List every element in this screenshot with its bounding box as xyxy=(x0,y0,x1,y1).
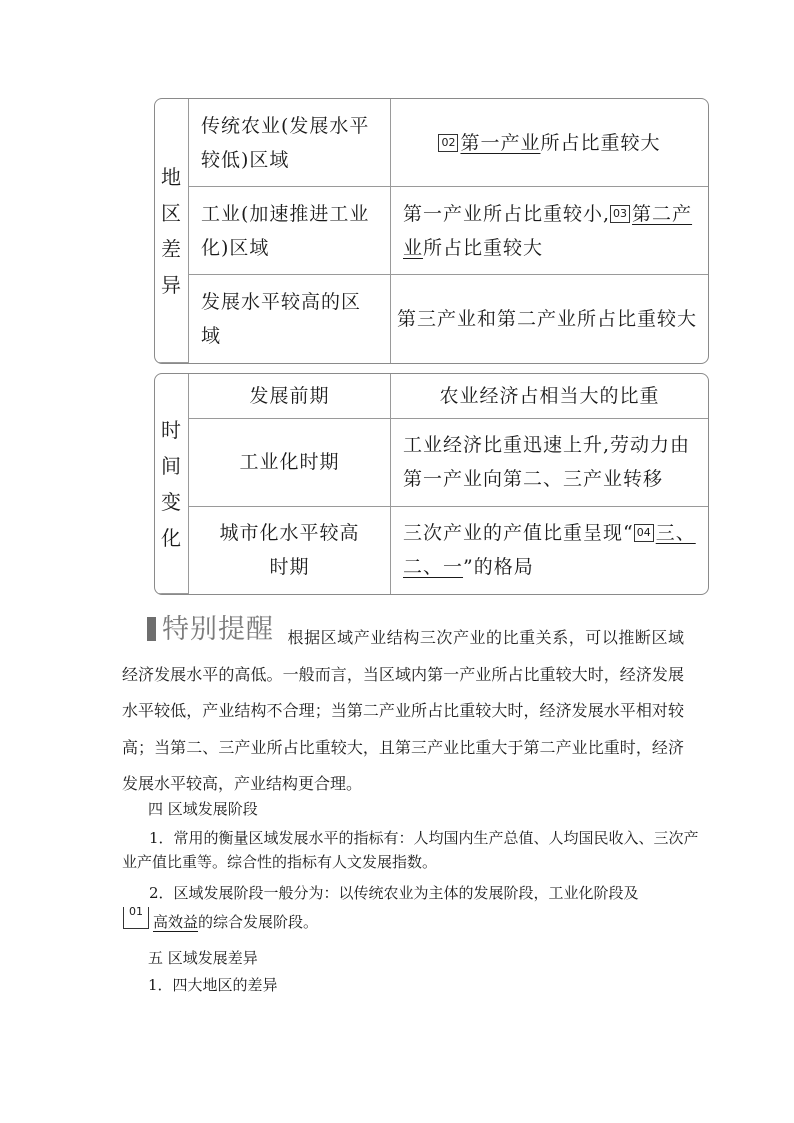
side-label: 地 区 差 异 xyxy=(155,99,189,363)
time-change-table xyxy=(154,373,709,595)
notice-text: 根据区域产业结构三次产业的比重关系，可以推断区域经济发展水平的高低。一般而言，当区域内第一产业所占比重较大时，经济发展水平较低，产业结构不合理；当第二产业所占比重较大时，经济发展水平相对较高；当第二、三产业所占比重较大，且第三产业比重大于第二产业比重时，经济发展水平较高，产业结构更合理。 xyxy=(122,628,684,793)
paragraph: 高效益的综合发展阶段。 xyxy=(153,913,319,931)
stage: 工业化时期 xyxy=(189,418,391,506)
table-row xyxy=(155,275,708,363)
region-feature: 第三产业和第二产业所占比重较大 xyxy=(391,275,709,363)
paragraph: 2．区域发展阶段一般分为：以传统农业为主体的发展阶段，工业化阶段及 xyxy=(149,884,639,902)
section-heading: 四 区域发展阶段 xyxy=(148,800,258,818)
stage-feature: 工业经济比重迅速上升,劳动力由第一产业向第二、三产业转移 xyxy=(391,418,709,506)
stage-feature: 三次产业的产值比重呈现“ 04 三、二、一”的格局 xyxy=(391,506,709,593)
table-row xyxy=(155,374,708,418)
stage: 发展前期 xyxy=(189,374,391,418)
region-type: 发展水平较高的区域 xyxy=(189,275,391,363)
answer-marker: 01 xyxy=(123,907,149,929)
region-difference-table xyxy=(154,98,709,364)
paragraph: 1．常用的衡量区域发展水平的指标有：人均国内生产总值、人均国民收入、三次产业产值比重等。综合性的指标有人文发展指数。 xyxy=(122,829,699,871)
answer-marker: 03 xyxy=(610,205,630,223)
table-row xyxy=(155,506,708,593)
stage-feature: 农业经济占相当大的比重 xyxy=(391,374,709,418)
table-row xyxy=(155,187,708,275)
answer-marker: 02 xyxy=(438,134,458,152)
section-heading: 五 区域发展差异 xyxy=(148,949,258,967)
paragraph: 1．四大地区的差异 xyxy=(148,976,278,994)
side-label: 时 间 变 化 xyxy=(155,374,189,594)
region-feature: 02 第一产业所占比重较大 xyxy=(391,99,709,187)
region-type: 工业(加速推进工业化)区域 xyxy=(189,187,391,275)
region-type: 传统农业(发展水平较低)区域 xyxy=(189,99,391,187)
table-row xyxy=(155,418,708,506)
stage: 城市化水平较高时期 xyxy=(189,506,391,593)
table-row xyxy=(155,99,708,187)
region-feature: 第一产业所占比重较小, 03 第二产业所占比重较大 xyxy=(391,187,709,275)
notice-title: 特别提醒 xyxy=(147,607,274,646)
answer-marker: 04 xyxy=(634,524,654,542)
